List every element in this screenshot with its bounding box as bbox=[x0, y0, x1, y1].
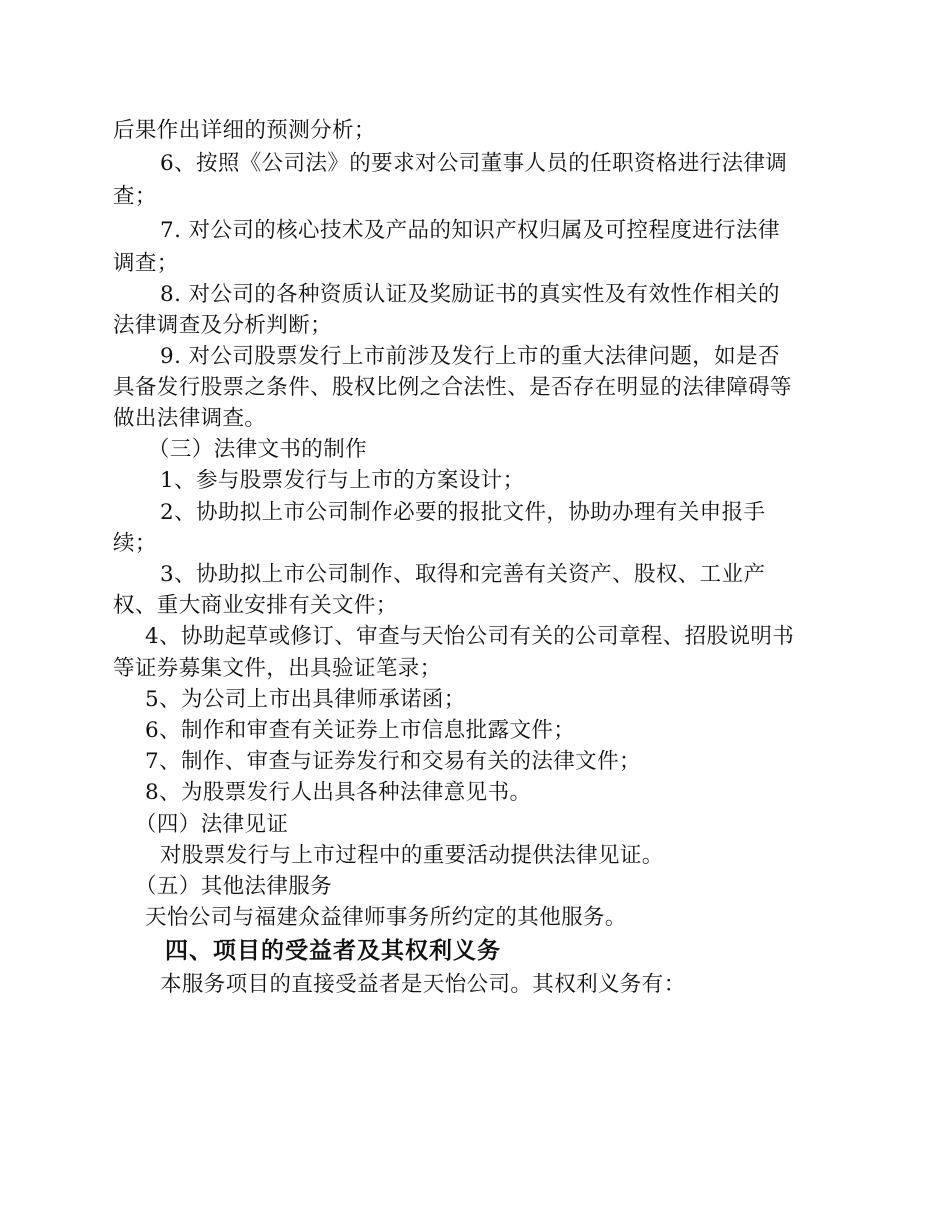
paragraph-line: 做出法律调查。 bbox=[113, 406, 267, 431]
paragraph-line: 8. 对公司的各种资质认证及奖励证书的真实性及有效性作相关的 bbox=[160, 282, 780, 307]
paragraph-line: 等证券募集文件，出具验证笔录； bbox=[113, 656, 442, 681]
paragraph-line: 续； bbox=[113, 531, 157, 556]
paragraph-line: 6、制作和审查有关证券上市信息批露文件； bbox=[145, 718, 576, 743]
paragraph-line: 1、参与股票发行与上市的方案设计； bbox=[160, 468, 525, 493]
paragraph-line: （五）其他法律服务 bbox=[135, 874, 333, 899]
paragraph-line: 天怡公司与福建众益律师事务所约定的其他服务。 bbox=[145, 905, 627, 930]
paragraph-line: 具备发行股票之条件、股权比例之合法性、是否存在明显的法律障碍等 bbox=[113, 375, 792, 400]
paragraph-line: 本服务项目的直接受益者是天怡公司。其权利义务有： bbox=[160, 972, 686, 997]
section-heading: 四、项目的受益者及其权利义务 bbox=[165, 938, 501, 964]
paragraph-line: 9. 对公司股票发行上市前涉及发行上市的重大法律问题，如是否 bbox=[160, 344, 780, 369]
paragraph-line: 7、制作、审查与证券发行和交易有关的法律文件； bbox=[145, 749, 641, 774]
paragraph-line: （四）法律见证 bbox=[135, 812, 289, 837]
paragraph-line: 2、协助拟上市公司制作必要的报批文件，协助办理有关申报手 bbox=[160, 500, 766, 525]
paragraph-line: 7. 对公司的核心技术及产品的知识产权归属及可控程度进行法律 bbox=[160, 218, 780, 243]
paragraph-line: 法律调查及分析判断； bbox=[113, 313, 333, 338]
paragraph-line: 调查； bbox=[113, 251, 179, 276]
paragraph-line: 后果作出详细的预测分析； bbox=[113, 118, 376, 143]
paragraph-line: 4、协助起草或修订、审查与天怡公司有关的公司章程、招股说明书 bbox=[145, 624, 795, 649]
paragraph-line: 权、重大商业安排有关文件； bbox=[113, 593, 398, 618]
paragraph-line: 5、为公司上市出具律师承诺函； bbox=[145, 687, 466, 712]
paragraph-line: 查； bbox=[113, 184, 157, 209]
paragraph-line: 3、协助拟上市公司制作、取得和完善有关资产、股权、工业产 bbox=[160, 562, 766, 587]
paragraph-line: 8、为股票发行人出具各种法律意见书。 bbox=[145, 780, 532, 805]
paragraph-line: 6、按照《公司法》的要求对公司董事人员的任职资格进行法律调 bbox=[160, 151, 788, 176]
paragraph-line: 对股票发行与上市过程中的重要活动提供法律见证。 bbox=[160, 843, 664, 868]
paragraph-line: （三）法律文书的制作 bbox=[148, 437, 368, 462]
